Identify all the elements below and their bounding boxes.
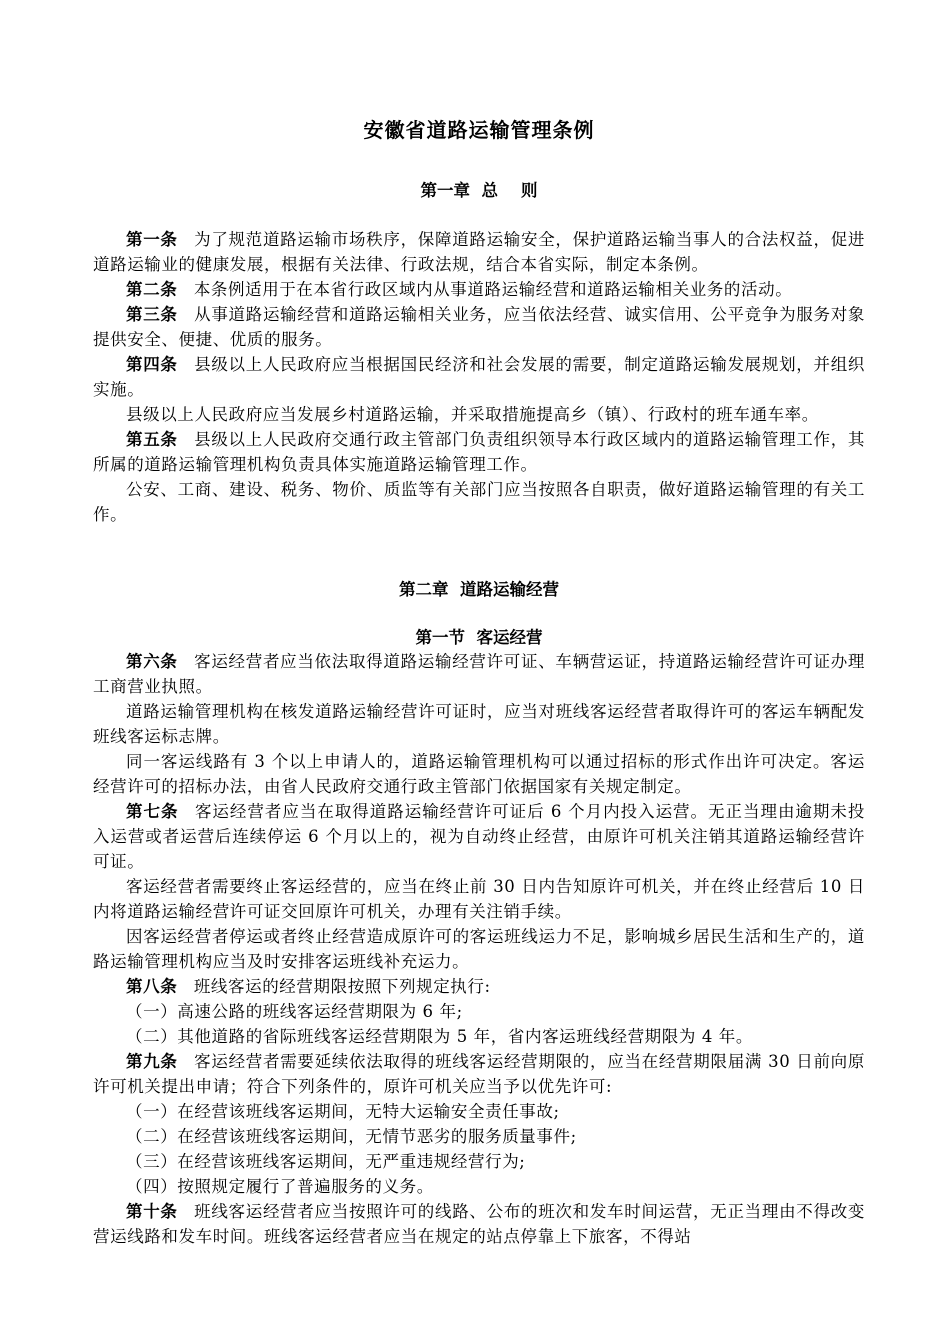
article-paragraph — [93, 1124, 865, 1149]
article-paragraph — [93, 277, 865, 302]
article-paragraph — [93, 402, 865, 427]
article-text: 从事道路运输经营和道路运输相关业务，应当依法经营、诚实信用、公平竞争为服务对象提供安全、便捷、优质的服务。 — [93, 305, 865, 349]
article-paragraph — [93, 1174, 865, 1199]
article-number: 第十条 — [126, 1202, 178, 1221]
article-paragraph — [93, 649, 865, 699]
article-text: （二）在经营该班线客运期间，无情节恶劣的服务质量事件; — [126, 1127, 577, 1146]
article-number: 第一条 — [126, 230, 178, 249]
article-text: 县级以上人民政府应当发展乡村道路运输，并采取措施提高乡（镇）、行政村的班车通车率。 — [126, 405, 819, 424]
article-number: 第六条 — [126, 652, 178, 671]
article-number: 第八条 — [126, 977, 178, 996]
document-page — [93, 0, 865, 1344]
article-text: 客运经营者应当依法取得道路运输经营许可证、车辆营运证，持道路运输经营许可证办理工商营业执照。 — [93, 652, 865, 696]
article-text: 道路运输管理机构在核发道路运输经营许可证时，应当对班线客运经营者取得许可的客运车辆配发班线客运标志牌。 — [93, 702, 865, 746]
article-number: 第二条 — [126, 280, 178, 299]
chapter-2-body — [93, 649, 865, 1249]
article-paragraph — [93, 799, 865, 874]
article-text: （二）其他道路的省际班线客运经营期限为 5 年，省内客运班线经营期限为 4 年。 — [126, 1027, 753, 1046]
chapter-1-body — [93, 227, 865, 527]
article-paragraph — [93, 302, 865, 352]
article-text: 客运经营者需要终止客运经营的，应当在终止前 30 日内告知原许可机关，并在终止经营后 10 日内将道路运输经营许可证交回原许可机关，办理有关注销手续。 — [93, 877, 865, 921]
article-number: 第五条 — [126, 430, 178, 449]
article-paragraph — [93, 1024, 865, 1049]
article-paragraph — [93, 974, 865, 999]
article-text: 因客运经营者停运或者终止经营造成原许可的客运班线运力不足，影响城乡居民生活和生产的，道路运输管理机构应当及时安排客运班线补充运力。 — [93, 927, 865, 971]
article-paragraph — [93, 1049, 865, 1099]
article-paragraph — [93, 1099, 865, 1124]
article-text: （三）在经营该班线客运期间，无严重违规经营行为; — [126, 1152, 526, 1171]
article-paragraph — [93, 924, 865, 974]
article-paragraph — [93, 1149, 865, 1174]
chapter-1-heading: 第一章 总 则 — [420, 181, 538, 200]
article-text: （一）高速公路的班线客运经营期限为 6 年; — [126, 1002, 463, 1021]
article-text: 为了规范道路运输市场秩序，保障道路运输安全，保护道路运输当事人的合法权益，促进道路运输业的健康发展，根据有关法律、行政法规，结合本省实际，制定本条例。 — [93, 230, 865, 274]
article-text: 公安、工商、建设、税务、物价、质监等有关部门应当按照各自职责，做好道路运输管理的有关工作。 — [93, 480, 865, 524]
article-paragraph — [93, 999, 865, 1024]
article-number: 第九条 — [126, 1052, 178, 1071]
article-number: 第三条 — [126, 305, 178, 324]
article-paragraph — [93, 749, 865, 799]
article-number: 第四条 — [126, 355, 178, 374]
article-text: 客运经营者应当在取得道路运输经营许可证后 6 个月内投入运营。无正当理由逾期未投入运营或者运营后连续停运 6 个月以上的，视为自动终止经营，由原许可机关注销其道路运输经营许可证。 — [93, 802, 865, 871]
document-title: 安徽省道路运输管理条例 — [363, 118, 595, 142]
article-text: 县级以上人民政府应当根据国民经济和社会发展的需要，制定道路运输发展规划，并组织实施。 — [93, 355, 865, 399]
article-text: 客运经营者需要延续依法取得的班线客运经营期限的，应当在经营期限届满 30 日前向原许可机关提出申请；符合下列条件的，原许可机关应当予以优先许可: — [93, 1052, 865, 1096]
section-1-heading: 第一节 客运经营 — [415, 628, 543, 647]
article-text: 班线客运的经营期限按照下列规定执行: — [193, 977, 491, 996]
article-paragraph — [93, 1199, 865, 1249]
article-text: 本条例适用于在本省行政区域内从事道路运输经营和道路运输相关业务的活动。 — [193, 280, 793, 299]
article-paragraph — [93, 427, 865, 477]
article-text: （四）按照规定履行了普遍服务的义务。 — [126, 1177, 434, 1196]
article-paragraph — [93, 227, 865, 277]
article-text: 县级以上人民政府交通行政主管部门负责组织领导本行政区域内的道路运输管理工作，其所属的道路运输管理机构负责具体实施道路运输管理工作。 — [93, 430, 865, 474]
chapter-2-heading: 第二章 道路运输经营 — [399, 580, 559, 599]
article-text: （一）在经营该班线客运期间，无特大运输安全责任事故; — [126, 1102, 560, 1121]
article-text: 同一客运线路有 3 个以上申请人的，道路运输管理机构可以通过招标的形式作出许可决定。客运经营许可的招标办法，由省人民政府交通行政主管部门依据国家有关规定制定。 — [93, 752, 865, 796]
article-paragraph — [93, 477, 865, 527]
article-paragraph — [93, 874, 865, 924]
article-number: 第七条 — [126, 802, 179, 821]
article-paragraph — [93, 352, 865, 402]
article-paragraph — [93, 699, 865, 749]
article-text: 班线客运经营者应当按照许可的线路、公布的班次和发车时间运营，无正当理由不得改变营运线路和发车时间。班线客运经营者应当在规定的站点停靠上下旅客，不得站 — [93, 1202, 865, 1246]
